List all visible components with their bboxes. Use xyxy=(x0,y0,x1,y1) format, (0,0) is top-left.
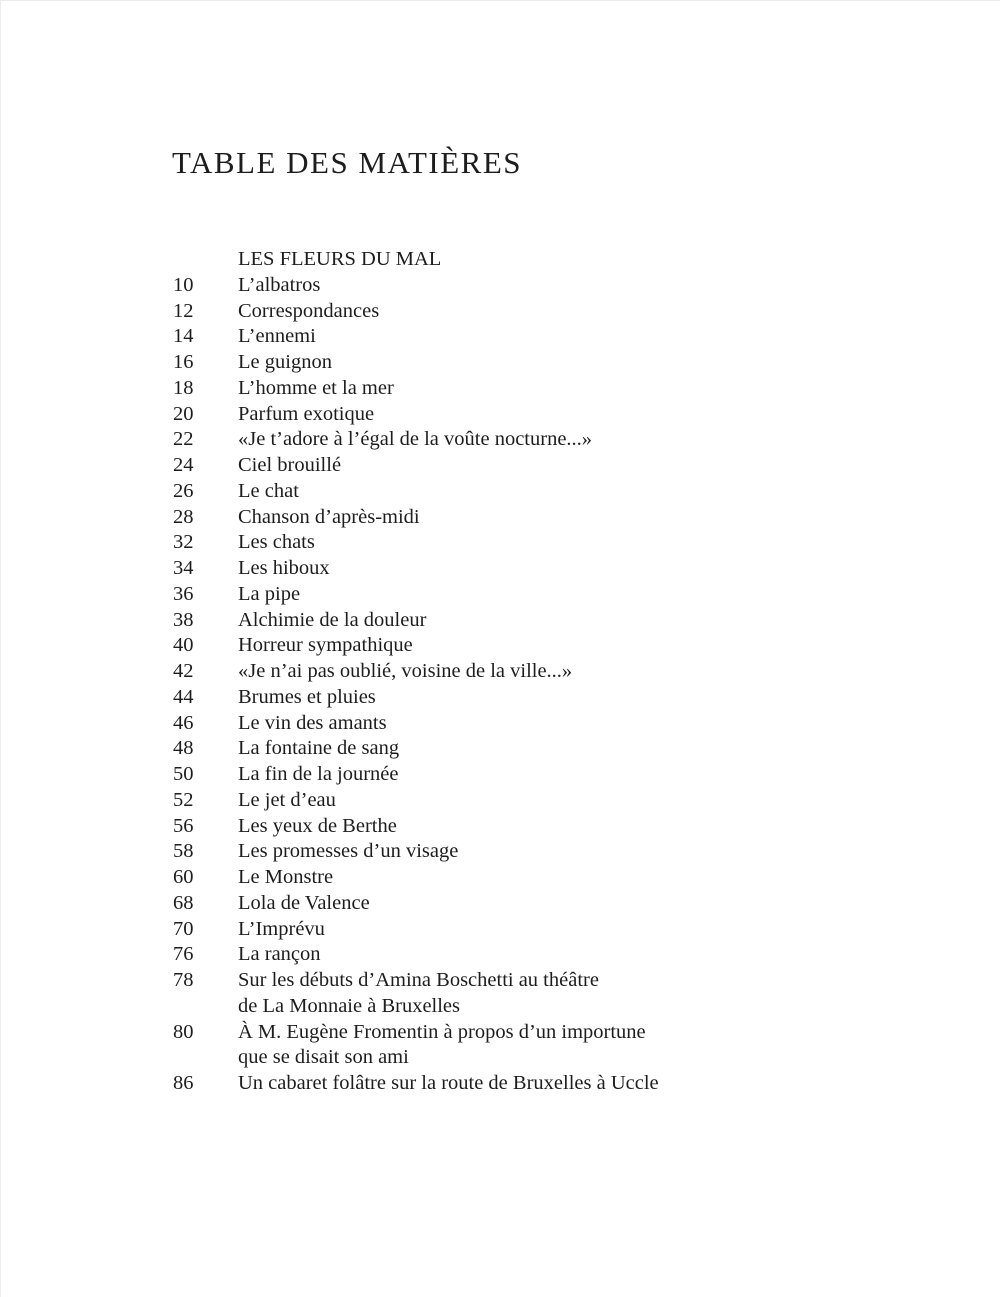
page-number: 16 xyxy=(173,351,194,373)
entry-title: Un cabaret folâtre sur la route de Bruxelles à Uccle xyxy=(238,1072,659,1094)
entry-title: Le jet d’eau xyxy=(238,788,336,811)
toc-row xyxy=(173,324,853,350)
entry-title: La pipe xyxy=(238,582,301,605)
page-number: 78 xyxy=(173,969,194,991)
entry-title: Sur les débuts d’Amina Boschetti au théâtre de La Monnaie à Bruxelles xyxy=(238,969,599,1017)
entry-title: Lola de Valence xyxy=(238,891,370,914)
entry-title: Les chats xyxy=(238,531,315,554)
page-number: 44 xyxy=(173,685,194,708)
toc-row xyxy=(173,453,853,479)
toc-row xyxy=(173,814,853,840)
entry-title: Le vin des amants xyxy=(238,711,387,734)
page-number: 70 xyxy=(173,917,194,940)
page-number: 46 xyxy=(173,711,194,734)
toc-row xyxy=(173,530,853,556)
entry-title: L’Imprévu xyxy=(238,917,325,940)
page-number: 58 xyxy=(173,840,194,863)
page-number: 80 xyxy=(173,1020,194,1043)
entry-title: Horreur sympathique xyxy=(238,634,413,657)
page-number: 32 xyxy=(173,531,194,554)
entry-title: Les hiboux xyxy=(238,557,330,579)
entry-title: La fin de la journée xyxy=(238,763,399,785)
toc-row xyxy=(173,402,853,428)
entry-title: L’albatros xyxy=(238,273,321,296)
toc-row xyxy=(173,1071,853,1097)
page-number: 22 xyxy=(173,428,194,451)
page-title: TABLE DES MATIÈRES xyxy=(172,145,523,180)
page-number: 36 xyxy=(173,582,194,605)
entry-title: À M. Eugène Fromentin à propos d’un importune que se disait son ami xyxy=(238,1020,646,1069)
toc-row xyxy=(173,479,853,505)
toc-row xyxy=(173,685,853,711)
page-number: 76 xyxy=(173,943,194,966)
toc-row xyxy=(173,350,853,376)
toc-row xyxy=(173,968,853,1020)
toc-row xyxy=(173,633,853,659)
page-number: 18 xyxy=(173,376,194,399)
page-number: 34 xyxy=(173,557,194,579)
toc-row xyxy=(173,376,853,402)
entry-title: La rançon xyxy=(238,943,321,966)
page-number: 12 xyxy=(173,299,194,322)
entry-title: Correspondances xyxy=(238,299,380,322)
entry-title: «Je t’adore à l’égal de la voûte nocturne...» xyxy=(238,428,593,451)
page-number: 42 xyxy=(173,660,194,682)
toc-row xyxy=(173,762,853,788)
page-number: 14 xyxy=(173,325,194,348)
toc-row xyxy=(173,736,853,762)
page-number: 68 xyxy=(173,891,194,914)
page-number: 28 xyxy=(173,505,194,528)
entry-title: Le guignon xyxy=(238,351,332,373)
entry-title: Les promesses d’un visage xyxy=(238,840,459,863)
toc-row xyxy=(173,582,853,608)
toc-row xyxy=(173,942,853,968)
toc-row xyxy=(173,659,853,685)
entry-title: Ciel brouillé xyxy=(238,454,342,476)
toc-row xyxy=(173,299,853,325)
toc-row xyxy=(173,427,853,453)
toc-row xyxy=(173,839,853,865)
page-number: 60 xyxy=(173,866,194,888)
toc-list xyxy=(173,247,853,1097)
entry-title: Le Monstre xyxy=(238,866,334,888)
page-number: 26 xyxy=(173,479,194,502)
entry-title: La fontaine de sang xyxy=(238,737,400,760)
toc-row xyxy=(173,891,853,917)
page-number: 48 xyxy=(173,737,194,760)
toc-row xyxy=(173,273,853,299)
toc-row xyxy=(173,608,853,634)
page-number: 10 xyxy=(173,273,194,296)
toc-row xyxy=(173,556,853,582)
page-number: 38 xyxy=(173,608,194,631)
page-number: 86 xyxy=(173,1072,194,1094)
page-number: 56 xyxy=(173,814,194,837)
entry-title: Les yeux de Berthe xyxy=(238,814,397,837)
toc-row xyxy=(173,505,853,531)
entry-title: L’homme et la mer xyxy=(238,376,394,399)
entry-title: L’ennemi xyxy=(238,325,316,348)
page-number: 50 xyxy=(173,763,194,785)
page-number: 20 xyxy=(173,402,194,425)
toc-row xyxy=(173,711,853,737)
toc-section-header: LES FLEURS DU MAL xyxy=(238,248,442,270)
entry-title: Chanson d’après-midi xyxy=(238,505,420,528)
entry-title: Parfum exotique xyxy=(238,402,375,425)
entry-title: Le chat xyxy=(238,479,299,502)
toc-row xyxy=(173,865,853,891)
entry-title: Alchimie de la douleur xyxy=(238,608,427,631)
entry-title: Brumes et pluies xyxy=(238,685,376,708)
entry-title: «Je n’ai pas oublié, voisine de la ville...» xyxy=(238,660,573,682)
toc-row xyxy=(173,788,853,814)
page-number: 52 xyxy=(173,788,194,811)
toc-row xyxy=(173,1020,853,1072)
page-number: 40 xyxy=(173,634,194,657)
toc-row xyxy=(173,917,853,943)
page-number: 24 xyxy=(173,454,194,476)
